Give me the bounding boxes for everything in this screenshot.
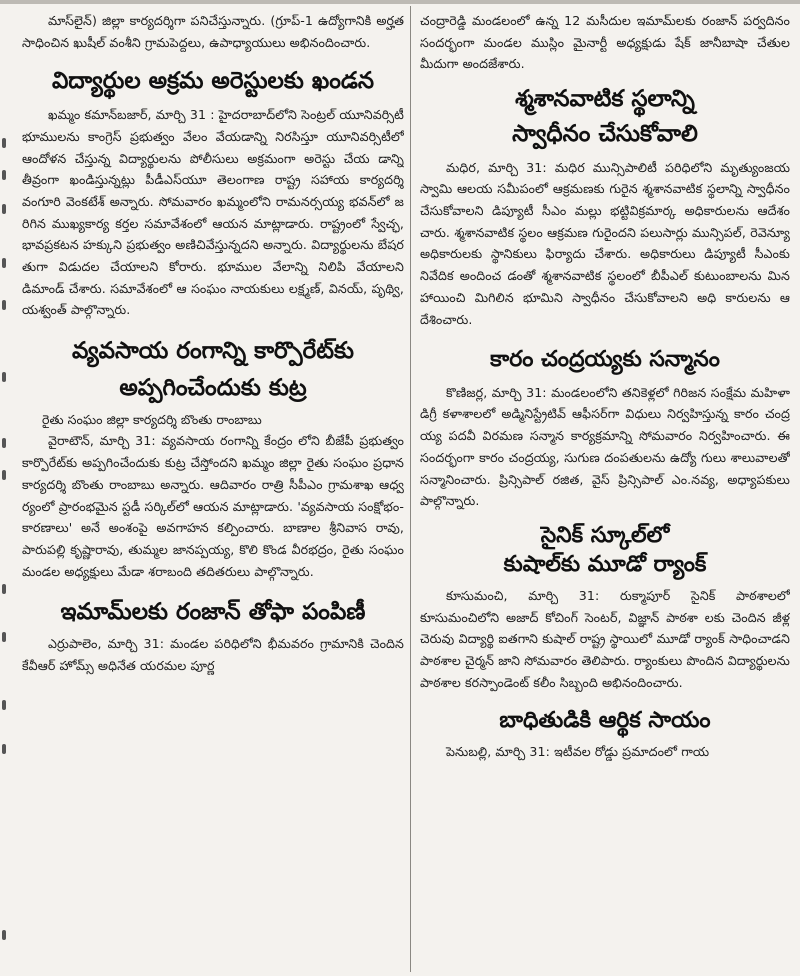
article-cemetery-body: మధిర, మార్చి 31: మధిర మున్సిపాలిటీ పరిధిలోని మృత్యుంజయస్వామి ఆలయ సమీపంలో ఆక్రమణకు గురైన శ్మశానవాటిక స్థలాన్ని స్వాధీనం చేసుకోవాలని డిప్యూటీ సీఎం మల్లు భట్టివిక్రమార్క అధికారులను ఆదేశం చారు. శ్మశానవాటిక స్థలం ఆక్రమణ గురైందని పలుసార్లు మున్సిపల్, రెవెన్యూ అధికారులకు స్థానికులు ఫిర్యాదు చేశారు. అధికారులు డిప్యూటీ సీఎంకు నివేదిక అందించ డంతో శ్మశానవాటిక స్థలంలో బీపీఎల్ కుటుంబాలను మిన హాయించి మిగిలిన భూమిని స్వాధీనం చేసుకోవాలని అధి కారులను ఆదేశించారు. <box>420 159 790 327</box>
article-agriculture-subheading: రైతు సంఘం జిల్లా కార్యదర్శి బొంతు రాంబాబు <box>42 411 262 427</box>
column-divider <box>410 6 411 972</box>
left-column <box>22 10 404 972</box>
headline-felicitation: కారం చంద్రయ్యకు సన్మానం <box>490 347 720 373</box>
headline-agriculture-line1: వ్యవసాయ రంగాన్ని కార్పొరేట్‌కు <box>72 338 354 365</box>
article-felicitation-body: కొణిజర్ల, మార్చి 31: మండలంలోని తనికెళ్లలో గిరిజన సంక్షేమ మహిళా డిగ్రీ కళాశాలలో అడ్మినిస్ట్రేటివ్ ఆఫీసర్‌గా విధులు నిర్వహిస్తున్న కారం చంద్రయ్య పదవీ విరమణ సన్మాన కార్యక్రమాన్ని సోమవారం నిర్వహించారు. ఈ సందర్భంగా కారం చంద్రయ్య, సుగుణ దంపతులను ఉద్యో గులు శాలువాలతో సన్మానించారు. ప్రిన్సిపాల్ రజిత, వైస్ ప్రిన్సిపాల్ ఎం.నవ్య, అధ్యాపకులు పాల్గొన్నారు. <box>420 384 790 509</box>
headline-agriculture-line2: అప్పగించేందుకు కుట్ర <box>119 374 307 401</box>
article-agriculture-body: వైరాటౌన్, మార్చి 31: వ్యవసాయ రంగాన్ని కేంద్రం లోని బీజేపీ ప్రభుత్వం కార్పొరేట్‌కు అప్పగించేందుకు కుట్ర చేస్తోందని ఖమ్మం జిల్లా రైతు సంఘం ప్రధాన కార్యదర్శి బొంతు రాంబాబు అన్నారు. ఆదివారం రాత్రి సీపీఎం గ్రామశాఖ ఆధ్వర్యంలో ప్రారంభమైన స్టడీ సర్కిల్‌లో ఆయన మాట్లాడారు. 'వ్యవసాయ సంక్షోభం-కారణాలు' అనే అంశంపై అవగాహన కల్పించారు. బాణాల శ్రీనివాస రావు, పారుపల్లి కృష్ణారావు, తుమ్మల జానప్పయ్య, కొలి కొండ వీరభద్రం, రైతు సంఘం మండల అధ్యక్షులు మేడా శరాబంది తదితరులు పాల్గొన్నారు. <box>22 433 404 579</box>
headline-student-arrests: విద్యార్థుల అక్రమ అరెస్టులకు ఖండన <box>51 68 375 95</box>
headline-sainik-line1: సైనిక్ స్కూల్‌లో <box>540 522 670 548</box>
left-intro-text: మాస్‌లైన్) జిల్లా కార్యదర్శిగా పనిచేస్తున్నారు. (గ్రూప్-1 ఉద్యోగానికి అర్హత సాధించిన ఖుషీల్ వంశీని గ్రామపెద్దలు, ఉపాధ్యాయులు అభినందించారు. <box>22 13 404 50</box>
article-financial-aid-body: పెనుబల్లి, మార్చి 31: ఇటీవల రోడ్డు ప్రమాదంలో గాయ <box>446 743 710 759</box>
headline-sainik-line2: కుషాల్‌కు మూడో ర్యాంక్ <box>503 552 707 578</box>
article-sainik-body: కూసుమంచి, మార్చి 31: రుక్మాపూర్ సైనిక్ పాఠశాలలో కూసుమంచిలోని అజాద్ కోచింగ్ సెంటర్, విజ్ఞాన్ పాఠశా లకు చెందిన జీళ్లచెరువు విద్యార్థి ఐతగాని కుషాల్ రాష్ట్ర స్థాయిలో మూడో ర్యాంక్ సాధించాడని పాఠశాల చైర్మన్ జాని సోమవారం తెలిపారు. ర్యాంకులు పొందిన విద్యార్థులను పాఠశాల కరస్పాండెంట్ కలీం సిబ్బంది అభినందించారు. <box>420 587 790 690</box>
page-top-border <box>0 0 800 4</box>
headline-ramzan-gift: ఇమామ్‌లకు రంజాన్ తోఫా పంపిణీ <box>60 599 366 626</box>
headline-cemetery-line1: శ్మశానవాటిక స్థలాన్ని <box>515 86 695 113</box>
headline-cemetery-line2: స్వాధీనం చేసుకోవాలి <box>512 120 698 147</box>
article-ramzan-gift-body: ఎర్రుపాలెం, మార్చి 31: మండల పరిధిలోని భీమవరం గ్రామానికి చెందిన కేవీఆర్ హోమ్స్ అధినేత యరమల పూర్ణ <box>22 636 404 673</box>
article-student-arrests-body: ఖమ్మం కమాన్‌బజార్, మార్చి 31 : హైదరాబాద్‌లోని సెంట్రల్ యూనివర్సిటీ భూములను కాంగ్రెస్ ప్రభుత్వం వేలం వేయడాన్ని నిరసిస్తూ యూనివర్సిటీలో ఆందోళన చేస్తున్న విద్యార్థులను పోలీసులు అక్రమంగా అరెస్టు చేయ డాన్ని తీవ్రంగా ఖండిస్తున్నట్లు పీడీఎస్‌యూ తెలంగాణ రాష్ట్ర సహాయ కార్యదర్శి వంగూరి వెంకటేశ్ అన్నారు. సోమవారం ఖమ్మంలోని రామనర్సయ్య భవన్‌లో జరిగిన ముఖ్యకార్య కర్తల సమావేశంలో ఆయన మాట్లాడారు. రాష్ట్రంలో స్వేచ్ఛ, భావప్రకటన హక్కుని ప్రభుత్వం అణిచివేస్తున్నదని అన్నారు. విద్యార్థులను బేషరతుగా విడుదల చేయాలని కోరారు. భూముల వేలాన్ని నిలిపి వేయాలని డిమాండ్ చేశారు. సమావేశంలో ఆ సంఘం నాయకులు లక్ష్మణ్, వినయ్, పృథ్వి, యశ్వంత్ పాల్గొన్నారు. <box>22 107 404 318</box>
right-intro-text: చంద్రారెడ్డి మండలంలో ఉన్న 12 మసీదుల ఇమామ్‌లకు రంజాన్ పర్వదినం సందర్భంగా మండల ముస్లిం మైనార్టీ అధ్యక్షుడు షేక్ జానీబాషా చేతుల మీదుగా అందజేశారు. <box>420 13 790 72</box>
left-margin-marks <box>0 0 10 976</box>
right-column <box>420 10 790 972</box>
headline-financial-aid: బాధితుడికి ఆర్థిక సాయం <box>499 708 711 734</box>
